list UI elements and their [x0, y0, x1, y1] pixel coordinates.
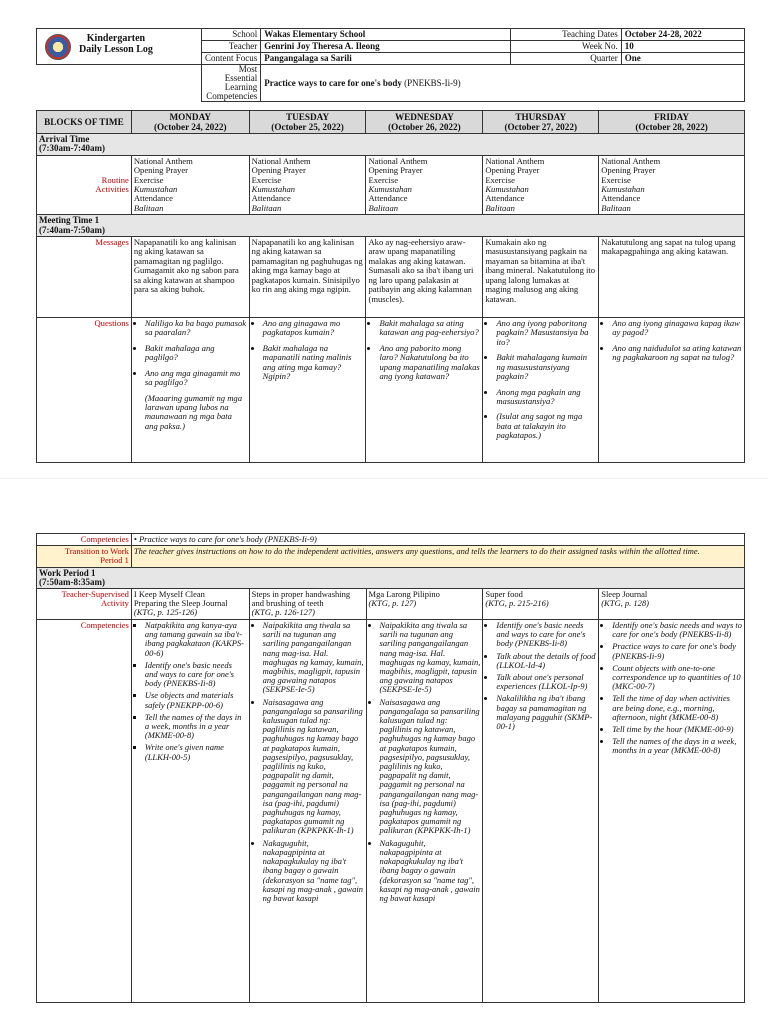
routine-line: Attendance — [601, 193, 641, 204]
arrival-time: (7:30am-7:40am) — [39, 143, 105, 154]
header-blank-cell — [37, 65, 202, 102]
questions-thursday — [483, 318, 599, 463]
tsa-label-line2: Activity — [101, 598, 129, 609]
routine-line: Balitaan — [368, 202, 399, 213]
routine-line: National Anthem — [133, 155, 193, 166]
quarter-value: One — [621, 53, 744, 65]
questions-row — [37, 318, 745, 463]
work-period-table — [36, 533, 745, 1003]
routine-line: Opening Prayer — [368, 165, 423, 176]
routine-line: Balitaan — [133, 202, 164, 213]
routine-line: Balitaan — [485, 202, 515, 213]
competency-item: • Naipakikita ang tiwala sa sarili na tugunan ang sariling pangangailangan nang mag-isa. Hal. maghugas ng kamay, kumain, magbihis, magligpit, tapusin ang gawaing natapos (SEKPSE-Ie-5) — [263, 621, 364, 695]
competency-item: • Nakalilikha ng iba't ibang bagay sa pamamagitan ng malayang pagguhit (SKMP-00-1) — [496, 694, 596, 731]
competency-item: • Talk about one's personal experiences (LLKOL-Ip-9) — [496, 673, 596, 691]
day-header-friday — [599, 111, 745, 134]
teacher-supervised-label — [37, 589, 132, 620]
question-item: • Anong mga pagkain ang masusustansiya? — [496, 388, 596, 407]
competency-item: • Practice ways to care for one's body (PNEKBS-Ii-9) — [612, 642, 742, 660]
day-date: (October 28, 2022) — [635, 122, 708, 132]
competencies-top-label: Competencies — [37, 534, 132, 546]
activity-line: and brushing of teeth — [251, 598, 324, 609]
routine-line: National Anthem — [601, 155, 661, 166]
routine-line: Balitaan — [251, 202, 282, 213]
competency-item: • Naisasagawa ang pangangalaga sa pansariling kalusugan tulad ng: paglilinis ng katawan, paghuhugas ng kamay bago at pagkatapos kumain, pagsesipilyo, pagsusuklay, paglilinis ng kuko, pagpapalit ng damit, paggamit ng personal na pangangailangan nang mag-isa (pag-ihi, pagdumi) paghuhugas ng kamay, pagkatapos gumamit ng palikuran (KPKPKK-Ih-1) — [380, 698, 481, 836]
competency-item: ▪ Tell the names of the days in a week, months in a year (MKME-00-8) — [145, 713, 247, 741]
competency-item: ▪ Natpakikita ang kanya-aya ang tamang gawain sa iba't-ibang pagkakataon (KAKPS-00-6) — [145, 621, 247, 658]
page-separator — [0, 478, 768, 479]
melc-text: Practice ways to care for one's body — [264, 78, 402, 88]
work-period-title: Work Period 1 — [39, 567, 96, 578]
work-period-row — [37, 567, 745, 588]
teacher-label: Teacher — [201, 41, 260, 53]
competency-item: • Naisasagawa ang pangangalaga sa pansariling kalusugan tulad ng: paglilinis ng katawan, paghuhugas ng kamay bago at pagkatapos kumain, pagsesipilyo, pagsusuklay, paglilinis ng kuko, pagpapalit ng damit, paggamit ng personal na pangangailangan nang mag-isa (pag-ihi, pagdumi) paghuhugas ng kamay, pagkatapos gumamit ng palikuran (KPKPKK-Ih-1) — [263, 698, 364, 836]
routine-row — [37, 155, 745, 214]
question-item: • Ano ang ginagawa mo pagkatapos kumain? — [263, 319, 364, 338]
competency-item: • Identify one's basic needs and ways to care for one's body (PNEKBS-Ii-8) — [612, 621, 742, 639]
routine-line: Exercise — [601, 174, 631, 185]
work-period-time: (7:50am-8:35am) — [39, 576, 105, 587]
day-header-wednesday — [366, 111, 483, 134]
question-item: • Ano ang mga ginagamit mo sa paglilgo? — [145, 369, 247, 388]
competency-list — [252, 621, 364, 903]
teaching-dates-label: Teaching Dates — [510, 29, 621, 41]
questions-monday — [131, 318, 249, 463]
tsa-label-line1: Teacher-Supervised — [61, 589, 129, 600]
activity-line: I Keep Myself Clean — [133, 589, 205, 600]
school-label: School — [201, 29, 260, 41]
melc-label-line2: Learning — [224, 82, 258, 92]
teacher-value: Genrini Joy Theresa A. Ileong — [261, 41, 511, 53]
routine-label-line2: Activities — [95, 184, 129, 195]
log-title-line1: Kindergarten — [86, 33, 146, 44]
week-value: 10 — [621, 41, 744, 53]
day-header-tuesday — [249, 111, 366, 134]
activity-thursday — [483, 589, 599, 620]
routine-line: Attendance — [485, 193, 525, 204]
arrival-time-row — [37, 134, 745, 156]
message-monday: Napapanatili ko ang kalinisan ng aking katawan sa pamamagitan ng paglilgo. Gumagamit ako ng sabon para sa aking katawan at shampoo para sa aking buhok. — [131, 237, 249, 318]
competency-list — [485, 621, 596, 731]
log-title-line2: Daily Lesson Log — [79, 44, 153, 55]
questions-list — [601, 319, 742, 363]
routine-line: Exercise — [485, 174, 515, 185]
day-name: TUESDAY — [286, 112, 330, 122]
transition-text: The teacher gives instructions on how to do the independent activities, answers any questions, and tells the learners to do their assigned tasks within the allotted time. — [131, 546, 744, 567]
routine-line: Kumustahan — [251, 184, 296, 195]
question-item: • Bakit mahalaga sa ating katawan ang pag-eehersiyo? — [379, 319, 480, 338]
routine-cell-monday — [131, 155, 249, 214]
meeting-title: Meeting Time 1 — [39, 215, 100, 226]
transition-label-line1: Transition to Work — [64, 546, 129, 557]
teaching-dates-value: October 24-28, 2022 — [621, 29, 744, 41]
message-friday: Nakatutulong ang sapat na tulog upang makapagpahinga ang aking katawan. — [599, 237, 745, 318]
competency-item: ▪ Write one's given name (LLKH-00-5) — [145, 743, 247, 761]
messages-label: Messages — [37, 237, 132, 318]
question-item: • Ano ang naidudulot sa ating katawan ng pagkakaroon ng sapat na tulog? — [612, 344, 742, 363]
day-name: THURSDAY — [515, 112, 567, 122]
arrival-title: Arrival Time — [39, 134, 90, 144]
transition-label-line2: Period 1 — [100, 555, 129, 566]
messages-row — [37, 237, 745, 318]
competencies-row — [37, 620, 745, 1003]
question-item: • (Isulat ang sagot ng mga bata at talakayin ito pagkatapos.) — [496, 412, 596, 440]
meeting-time-cell — [37, 215, 745, 237]
activity-ref: (KTG, p. 125-126) — [133, 607, 198, 618]
content-focus-label: Content Focus — [201, 53, 260, 65]
routine-line: Attendance — [133, 193, 173, 204]
competencies-top-text: Practice ways to care for one's body (PNEKBS-Ii-9) — [138, 534, 317, 544]
activity-monday — [131, 589, 249, 620]
competency-list — [134, 621, 247, 762]
day-date: (October 27, 2022) — [504, 122, 578, 132]
competencies-tuesday — [249, 620, 366, 1003]
log-title — [79, 33, 153, 55]
routine-line: Kumustahan — [601, 184, 645, 195]
question-item: • Bakit mahalagang kumain ng masusustansiyang pagkain? — [496, 353, 596, 381]
questions-wednesday — [366, 318, 483, 463]
day-name: FRIDAY — [654, 112, 690, 122]
activity-line: Steps in proper handwashing — [251, 589, 351, 600]
routine-line: Exercise — [133, 174, 164, 185]
activity-ref: (KTG, p. 215-216) — [485, 598, 549, 609]
day-name: WEDNESDAY — [394, 112, 454, 122]
melc-label-line3: Competencies — [206, 91, 258, 101]
routine-cell-thursday — [483, 155, 599, 214]
competency-item: • Identify one's basic needs and ways to care for one's body (PNEKBS-Ii-8) — [496, 621, 596, 649]
day-date: (October 24, 2022) — [153, 122, 227, 132]
routine-cell-tuesday — [249, 155, 366, 214]
routine-line: Opening Prayer — [485, 165, 540, 176]
competencies-top-value: • Practice ways to care for one's body (PNEKBS-Ii-9) — [131, 534, 744, 546]
arrival-time-cell — [37, 134, 745, 156]
activity-line: Preparing the Sleep Journal — [133, 598, 228, 609]
activity-line: Super food — [485, 589, 523, 600]
day-header-monday — [131, 111, 249, 134]
question-item: • Bakit mahalaga na mapanatili nating malinis ang ating mga kamay? Ngipin? — [263, 344, 364, 382]
competency-item: • Naipakikita ang tiwala sa sarili na tugunan ang sariling pangangailangan nang mag-isa. Hal. maghugas ng kamay, kumain, magbihis, magligpit, tapusin ang gawaing natapos (SEKPSE-Ie-5) — [380, 621, 481, 695]
questions-friday — [599, 318, 745, 463]
melc-label — [201, 65, 260, 102]
question-item: • Naliligo ka ba bago pumasok sa paaralan? — [145, 319, 247, 338]
activity-friday — [599, 589, 745, 620]
routine-line: Opening Prayer — [251, 165, 306, 176]
question-item: • Ano ang iyong paboritong pagkain? Masustansiya ba ito? — [496, 319, 596, 347]
message-thursday: Kumakain ako ng masusustansiyang pagkain na mayaman sa bitamina at iba't ibang mineral. Nakatutulong ito upang lalong lumakas at maging malusog ang aking katawan. — [483, 237, 599, 318]
question-item: • Ano ang iyong ginagawa kapag ikaw ay pagod? — [612, 319, 742, 338]
competency-item: • Nakaguguhit, nakapagpipinta at nakapagkukulay ng iba't ibang bagay o gawain (dekorasyon sa "name tag", kasapi ng mag-anak , gawain ng bawat kasapi — [263, 839, 364, 903]
transition-row — [37, 546, 745, 567]
routine-line: National Anthem — [485, 155, 545, 166]
questions-list — [134, 319, 247, 387]
routine-cell-friday — [599, 155, 745, 214]
question-note: (Maaaring gumamit ng mga larawan upang lubos na maunawaan ng mga bata ang paksa.) — [144, 392, 242, 431]
quarter-label: Quarter — [510, 53, 621, 65]
questions-list — [252, 319, 364, 381]
header-logo-cell — [37, 29, 202, 65]
competencies-monday — [131, 620, 249, 1003]
melc-label-line1: Most Essential — [224, 64, 258, 83]
melc-value — [261, 65, 745, 102]
routine-line: Kumustahan — [368, 184, 412, 195]
daily-schedule-table — [36, 110, 745, 463]
activity-ref: (KTG, p. 126-127) — [251, 607, 315, 618]
routine-line: Balitaan — [601, 202, 631, 213]
routine-line: National Anthem — [368, 155, 428, 166]
questions-tuesday — [249, 318, 366, 463]
competency-item: • Nakaguguhit, nakapagpipinta at nakapagkukulay ng iba't ibang bagay o gawain (dekorasyon sa "name tag", kasapi ng mag-anak , gawain ng bawat kasapi — [380, 839, 481, 903]
message-tuesday: Napapanatili ko ang kalinisan ng aking katawan sa pamamagitan ng paghuhugas ng aking mga kamay bago at pagkatapos kumain. Sinisipilyo ko rin ang aking mga ngipin. — [249, 237, 366, 318]
routine-line: National Anthem — [251, 155, 311, 166]
school-value: Wakas Elementary School — [261, 29, 511, 41]
blocks-of-time-header: BLOCKS OF TIME — [37, 111, 132, 134]
questions-list — [368, 319, 480, 381]
header-table — [36, 28, 745, 102]
competencies-friday — [599, 620, 745, 1003]
routine-line: Exercise — [251, 174, 282, 185]
routine-line: Attendance — [251, 193, 291, 204]
routine-line: Attendance — [368, 193, 408, 204]
deped-seal-icon — [45, 34, 71, 60]
routine-label-line1: Routine — [101, 174, 129, 185]
transition-label — [37, 546, 132, 567]
day-header-thursday — [483, 111, 599, 134]
meeting-time: (7:40am-7:50am) — [39, 224, 105, 235]
activity-line: Mga Larong Pilipino — [368, 589, 440, 600]
message-wednesday: Ako ay nag-eehersiyo araw-araw upang mapanatiling malakas ang aking katawan. Sumasali ako sa iba't ibang uri ng laro upang palakasin at patibayin ang aking kalamnan (muscles). — [366, 237, 483, 318]
day-date: (October 25, 2022) — [271, 122, 344, 132]
competencies-wednesday — [366, 620, 483, 1003]
day-date: (October 26, 2022) — [388, 122, 461, 132]
teacher-supervised-row — [37, 589, 745, 620]
day-name: MONDAY — [169, 112, 211, 122]
content-focus-value: Pangangalaga sa Sarili — [261, 53, 511, 65]
competency-item: • Tell the names of the days in a week, months in a year (MKME-00-8) — [612, 737, 742, 755]
routine-line: Opening Prayer — [601, 165, 656, 176]
activity-line: Sleep Journal — [601, 589, 648, 600]
activity-ref: (KTG, p. 127) — [368, 598, 417, 609]
competency-item: • Talk about the details of food (LLKOL-Id-4) — [496, 652, 596, 670]
competency-item: • Tell the time of day when activities are being done, e.g., morning, afternoon, night (MKME-00-8) — [612, 694, 742, 722]
routine-line: Opening Prayer — [133, 165, 189, 176]
routine-label — [37, 155, 132, 214]
questions-list — [485, 319, 596, 440]
routine-line: Kumustahan — [133, 184, 178, 195]
competency-item: • Tell time by the hour (MKME-00-9) — [612, 725, 742, 734]
questions-label: Questions — [37, 318, 132, 463]
question-item: • Ano ang paborito mong laro? Nakatutulong ba ito upang mapanatiling malakas ang iyong katawan? — [379, 344, 480, 382]
competency-list — [601, 621, 742, 756]
question-item: • Bakit mahalaga ang paglilgo? — [145, 344, 247, 363]
routine-cell-wednesday — [366, 155, 483, 214]
competency-item: ▪ Identify one's basic needs and ways to care for one's body (PNEKBS-Ii-8) — [145, 661, 247, 689]
competencies-thursday — [483, 620, 599, 1003]
melc-code: (PNEKBS-Ii-9) — [404, 78, 461, 88]
routine-line: Kumustahan — [485, 184, 529, 195]
competency-item: ▪ Use objects and materials safely (PNEKPP-00-6) — [145, 691, 247, 709]
routine-line: Exercise — [368, 174, 399, 185]
work-period-cell — [37, 567, 745, 588]
competencies-top-row — [37, 534, 745, 546]
competencies-label: Competencies — [37, 620, 132, 1003]
competency-item: • Count objects with one-to-one correspondence up to quantities of 10 (MKC-00-7) — [612, 664, 742, 692]
meeting-time-row — [37, 215, 745, 237]
activity-tuesday — [249, 589, 366, 620]
activity-wednesday — [366, 589, 483, 620]
week-label: Week No. — [510, 41, 621, 53]
competency-list — [369, 621, 481, 903]
activity-ref: (KTG, p. 128) — [601, 598, 649, 609]
